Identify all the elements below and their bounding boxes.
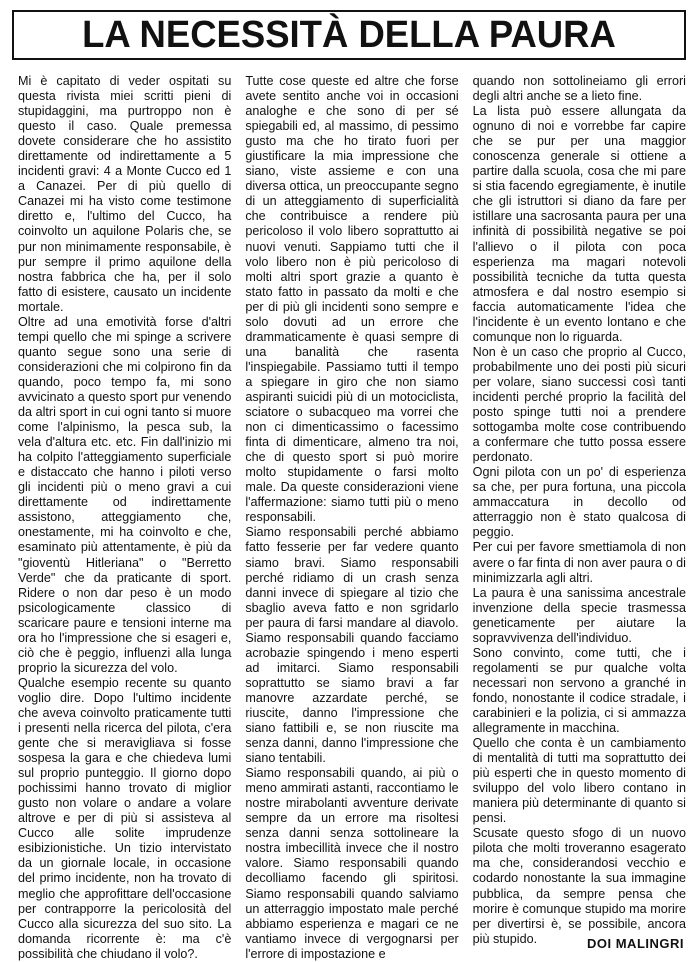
text-column-1 (18, 74, 232, 961)
paragraph: Quello che conta è un cambiamento di mentalità di tutti ma soprattutto dei più esperti che in questo momento di sviluppo del volo libero contano in maniera più determinante di quanto si pensi. (472, 736, 686, 826)
paragraph: Siamo responsabili quando, ai più o meno ammirati astanti, raccontiamo le nostre mirabolanti avventure derivate sempre da un errore ma risoltesi senza danni senza sottolineare la nostra imbecillità invece che il nostro valore. Siamo responsabili quando decolliamo facendo gli spiritosi. Siamo responsabili quando salviamo un atterraggio impostato male perché abbiamo esperienza e magari ce ne vantiamo invece di vergognarsi per l'errore di impostazione e (245, 766, 459, 961)
paragraph: Qualche esempio recente su quanto voglio dire. Dopo l'ultimo incidente che aveva coinvolto praticamente tutti i presenti nella ricerca del pilota, c'era gente che si meravigliava si fosse sospesa la gara e che chiedeva lumi sul proprio punteggio. Il giorno dopo pochissimi hanno trovato di miglior gusto non volare o andare a volare altrove e per di più si assisteva al Cucco alle solite imprudenze esibizionistiche. Un tizio intervistato da un giornale locale, in occasione del primo incidente, non ha trovato di meglio che approfittare dell'occasione per contrapporre la pericolosità del Cucco alla sicurezza del suo sito. La domanda ricorrente è: ma c'è possibilità che chiudano il volo?. (18, 675, 232, 961)
paragraph: Non è un caso che proprio al Cucco, probabilmente uno dei posti più sicuri per volare, siano successi così tanti incidenti perché proprio la facilità del posto spinge tutti noi a prendere sottogamba molte cose contribuendo a confermare che tutto possa essere perdonato. (472, 344, 686, 465)
paragraph: La lista può essere allungata da ognuno di noi e vorrebbe far capire che se pur per una maggior conoscenza generale si ottiene a partire dalla scuola, cosa che mi pare si stia facendo egregiamente, è inutile che gli istruttori si diano da fare per istillare una sacrosanta paura per una infinità di possibilità negative se poi l'allievo o il pilota con poca esperienza ma magari notevoli possibilità tecniche da tutta questa atmosfera e dal nostro esempio si faccia automaticamente l'idea che l'incidente è un evento lontano e che comunque non lo riguarda. (472, 104, 686, 344)
author-signature: DOI MALINGRI (587, 936, 684, 951)
article-title: LA NECESSITÀ DELLA PAURA (82, 14, 616, 56)
paragraph: Per cui per favore smettiamola di non avere o far finta di non aver paura o di minimizzarla agli altri. (472, 540, 686, 585)
text-column-2 (245, 74, 459, 961)
paragraph: Sono convinto, come tutti, che i regolamenti se pur qualche volta necessari non servono a granché in fondo, nonostante il codice stradale, i carabinieri e la polizia, ci si ammazza allegramente in macchina. (472, 645, 686, 736)
paragraph: Tutte cose queste ed altre che forse avete sentito anche voi in occasioni analoghe e che sono di per sé spiegabili ed, al massimo, di pessimo gusto ma che ho tirato fuori per giustificare la mia impressione che siano, viste assieme e con una diversa ottica, un preoccupante segno di un atteggiamento di superficialità che contribuisce a rendere più pericoloso il volo libero soprattutto ai nuovi venuti. Sappiamo tutti che il volo libero non è più pericoloso di molti altri sport grazie a quanto è stato fatto in passato da molti e che per di più gli incidenti sono sempre e solo dovuti ad un errore che drammaticamente è quasi sempre di una banalità che rasenta l'inspiegabile. Passiamo tutti il tempo a spiegare in giro che non siamo aspiranti suicidi più di un motociclista, sciatore o subacqueo ma vorrei che non ci dimenticassimo o facessimo finta di dimenticare, almeno tra noi, che di questo sport si può morire molto stupidamente o farsi molto male. Da queste considerazioni viene l'affermazione: siamo tutti più o meno responsabili. (245, 74, 459, 525)
paragraph: Ogni pilota con un po' di esperienza sa che, per pura fortuna, una piccola ammaccatura in decollo od atterraggio non è stato qualcosa di peggio. (472, 465, 686, 540)
title-box (12, 10, 686, 60)
paragraph: Scusate questo sfogo di un nuovo pilota che molti troveranno esagerato ma che, considerandosi vecchio e codardo nonostante la sua immagine pubblica, da sempre pensa che morire è comunque stupido ma morire per divertirsi è, se possibile, ancora più stupido. (472, 826, 686, 946)
paragraph: Oltre ad una emotività forse d'altri tempi quello che mi spinge a scrivere quanto segue sono una serie di considerazioni che mi colpirono fin da quando, poco tempo fa, mi sono avvicinato a questo sport pur venendo da altri sport in cui ogni tanto si muore come l'alpinismo, la pesca sub, la vela d'altura etc. etc. Fin dall'inizio mi ha colpito l'atteggiamento superficiale e distaccato che hanno i piloti verso gli incidenti più o meno gravi a cui direttamente od indirettamente assistono, atteggiamento che, onestamente, mi ha coinvolto e che, esaminato più attentamente, è più da "gioventù Hitleriana" o "Berretto Verde" che da praticante di sport. Ridere o non dar peso è un modo psicologicamente classico di scaricare paure e tensioni interne ma ora ho l'impressione che si esageri e, ciò che è peggio, influenzi alla lunga proprio la sicurezza del volo. (18, 314, 232, 675)
paragraph: quando non sottolineiamo gli errori degli altri anche se a lieto fine. (472, 74, 686, 104)
paragraph: Mi è capitato di veder ospitati su questa rivista miei scritti pieni di stupidaggini, ma purtroppo non è questo il caso. Quale premessa dovete considerare che ho assistito direttamente od indirettamente a 5 incidenti gravi: 4 a Monte Cucco ed 1 a Canazei. Per di più quello di Canazei mi ha visto come testimone diretto e, l'ultimo del Cucco, ha coinvolto un aquilone Polaris che, se pur non minimamente responsabile, è pur sempre il primo aquilone della nostra fabbrica che ha, per il solo fatto di esistere, causato un incidente mortale. (18, 74, 232, 314)
paragraph: Siamo responsabili perché abbiamo fatto fesserie per far vedere quanto siamo bravi. Siamo responsabili perché ridiamo di un crash senza danni invece di spiegare al tizio che sbaglio aveva fatto e non sgridarlo per paura di farsi mandare al diavolo. Siamo responsabili quando facciamo acrobazie spingendo i meno esperti ad imitarci. Siamo responsabili soprattutto se siamo bravi a far manovre azzardate perché, se riuscite, danno l'impressione che siano fattibili e, se non riuscite ma senza danni, danno l'impressione che siano tentabili. (245, 525, 459, 766)
paragraph: La paura è una sanissima ancestrale invenzione della specie trasmessa geneticamente per aiutare la sopravvivenza dell'individuo. (472, 585, 686, 645)
